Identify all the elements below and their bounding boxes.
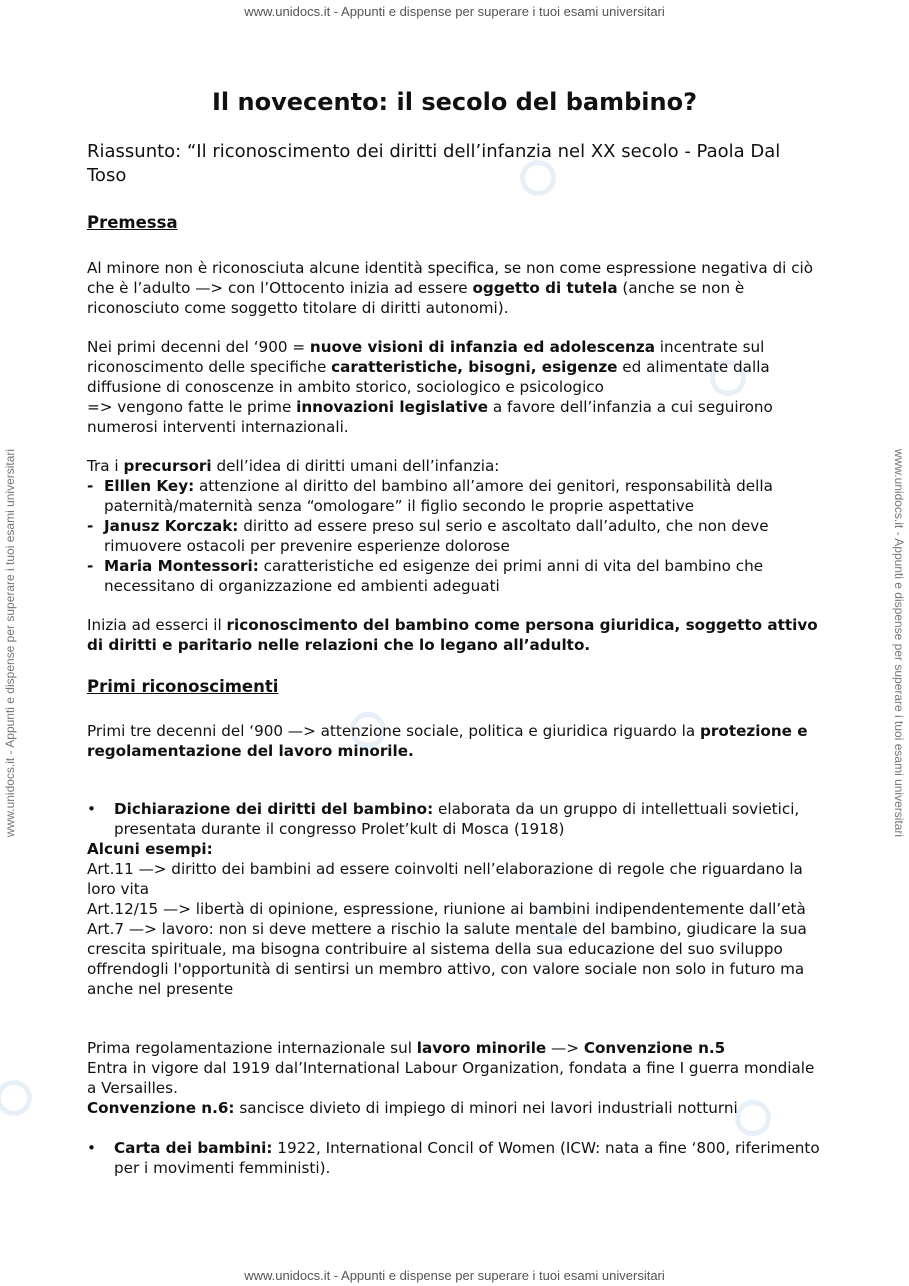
section-heading-primi-riconoscimenti: Primi riconoscimenti [87, 677, 279, 696]
premessa-paragraph-1: Al minore non è riconosciuta alcune identità specifica, se non come espressione negativa di ciò che è l’adulto —> con l’Ottocento inizia ad essere oggetto di tutela (anche se non è riconosciuto come soggetto titolare di diritti autonomi). [87, 259, 814, 317]
watermark-right [891, 0, 907, 1286]
bold-text: precursori [123, 457, 212, 475]
watermark-bottom: www.unidocs.it - Appunti e dispense per superare i tuoi esami universitari [244, 1268, 665, 1283]
bold-text: Convenzione n.5 [583, 1039, 726, 1057]
bold-text: Dichiarazione dei diritti del bambino: [114, 800, 434, 818]
premessa-paragraph-3: Tra i precursori dell’idea di diritti umani dell’infanzia: [87, 457, 500, 475]
list-item-text: Dichiarazione dei diritti del bambino: elaborata da un gruppo di intellettuali sovietici, presentata durante il congresso Prolet’kult di Mosca (1918) [114, 800, 800, 838]
bullet-marker: • [87, 1139, 96, 1157]
list-item-precursore [87, 516, 822, 556]
list-item-dichiarazione [87, 799, 822, 839]
document-title: Il novecento: il secolo del bambino? [212, 88, 697, 116]
bold-text: riconoscimento del bambino come persona giuridica, soggetto attivo di diritti e paritario nelle relazioni che lo legano all’adulto. [87, 616, 818, 654]
bold-text: Carta dei bambini: [114, 1139, 273, 1157]
watermark-left-text: www.unidocs.it - Appunti e dispense per superare i tuoi esami universitari [3, 448, 18, 838]
list-item-precursore [87, 556, 822, 596]
dash-marker: - [87, 477, 94, 495]
bold-text: caratteristiche, bisogni, esigenze [331, 358, 618, 376]
list-item-text: Janusz Korczak: diritto ad essere preso sul serio e ascoltato dall’adulto, che non deve rimuovere ostacoli per prevenire esperienze dolorose [104, 517, 769, 555]
bold-text: innovazioni legislative [296, 398, 489, 416]
premessa-paragraph-4: Inizia ad esserci il riconoscimento del bambino come persona giuridica, soggetto attivo di diritti e paritario nelle relazioni che lo legano all’adulto. [87, 616, 818, 654]
list-item-text: Elllen Key: attenzione al diritto del bambino all’amore dei genitori, responsabilità della paternità/maternità senza “omologare” il figlio secondo le proprie aspettative [104, 477, 773, 515]
bold-text: Janusz Korczak: [104, 517, 239, 535]
list-item-text: Maria Montessori: caratteristiche ed esigenze dei primi anni di vita del bambino che necessitano di organizzazione ed ambienti adeguati [104, 557, 764, 595]
watermark-logo-icon [0, 1080, 32, 1116]
bold-text: Elllen Key: [104, 477, 195, 495]
list-item-carta [87, 1138, 822, 1178]
list-item-precursore [87, 476, 822, 516]
bold-text: Maria Montessori: [104, 557, 259, 575]
document-subtitle: Riassunto: “Il riconoscimento dei diritti dell’infanzia nel XX secolo - Paola Dal Toso [87, 141, 781, 186]
primi-paragraph-1: Primi tre decenni del ‘900 —> attenzione sociale, politica e giuridica riguardo la protezione e regolamentazione del lavoro minorile. [87, 722, 808, 760]
primi-paragraph-esempi: Alcuni esempi: Art.11 —> diritto dei bambini ad essere coinvolti nell’elaborazione di regole che riguardano la loro vita Art.12/15 —> libertà di opinione, espressione, riunione ai bambini indipendentemente dall’età Art.7 —> lavoro: non si deve mettere a rischio la salute mentale del bambino, giudicare la sua crescita spirituale, ma bisogna contribuire al sistema della sua educazione del suo sviluppo offrendogli l'opportunità di sentirsi un membro attivo, con valore sociale non solo in futuro ma anche nel presente [87, 840, 807, 998]
bold-text: oggetto di tutela [472, 279, 618, 297]
watermark-top: www.unidocs.it - Appunti e dispense per superare i tuoi esami universitari [244, 4, 665, 19]
bullet-marker: • [87, 800, 96, 818]
watermark-right-text: www.unidocs.it - Appunti e dispense per superare i tuoi esami universitari [892, 448, 907, 838]
list-item-text: Carta dei bambini: 1922, International Concil of Women (ICW: nata a fine ‘800, riferimento per i movimenti femministi). [114, 1139, 820, 1177]
premessa-paragraph-2: Nei primi decenni del ‘900 = nuove visioni di infanzia ed adolescenza incentrate sul riconoscimento delle specifiche caratteristiche, bisogni, esigenze ed alimentate dalla diffusione di conoscenze in ambito storico, sociologico e psicologico => vengono fatte le prime innovazioni legislative a favore dell’infanzia a cui seguirono numerosi interventi internazionali. [87, 338, 773, 436]
bold-text: Convenzione n.6: [87, 1099, 235, 1117]
bold-text: lavoro minorile [416, 1039, 547, 1057]
bold-text: protezione e regolamentazione del lavoro minorile. [87, 722, 808, 760]
section-heading-premessa: Premessa [87, 213, 178, 232]
bold-text: nuove visioni di infanzia ed adolescenza [309, 338, 655, 356]
dash-marker: - [87, 517, 94, 535]
dash-marker: - [87, 557, 94, 575]
primi-paragraph-convenzioni: Prima regolamentazione internazionale sul lavoro minorile —> Convenzione n.5 Entra in vigore dal 1919 dal’International Labour Organization, fondata a fine I guerra mondiale a Versailles. Convenzione n.6: sancisce divieto di impiego di minori nei lavori industriali notturni [87, 1039, 815, 1117]
bold-text: Alcuni esempi: [87, 840, 213, 858]
